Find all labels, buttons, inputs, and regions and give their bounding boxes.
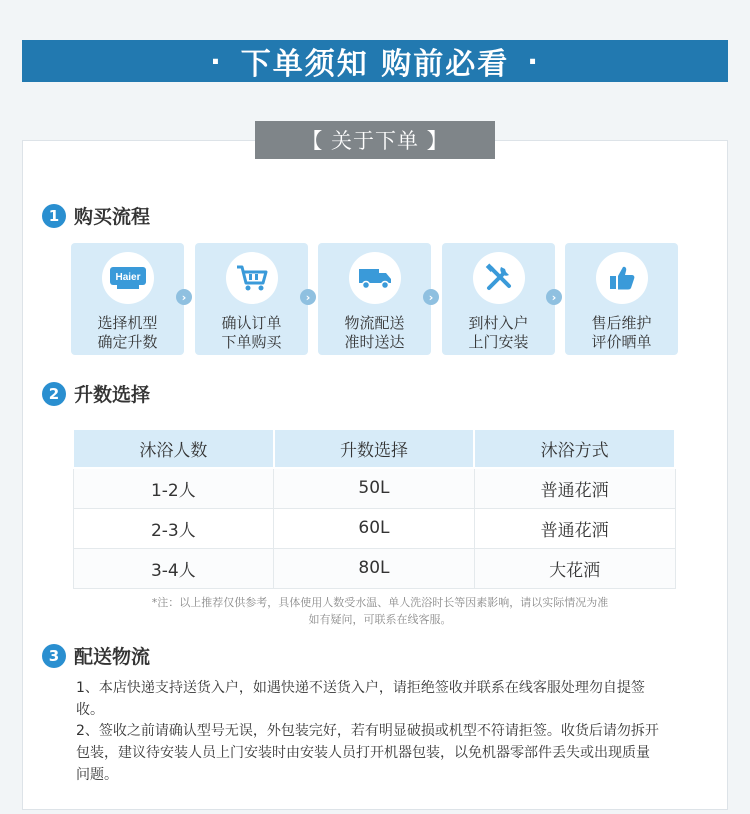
- table-cell: 80L: [274, 548, 475, 588]
- step-confirm-order: [195, 243, 308, 355]
- step-select-model: [71, 243, 184, 355]
- banner-dot-right: ·: [527, 44, 540, 78]
- section-number-2: 2: [42, 382, 66, 406]
- step-label-line1: 物流配送: [344, 314, 405, 332]
- step-label-line1: 选择机型: [97, 314, 158, 332]
- section-title-capacity: [42, 380, 150, 407]
- process-steps: [71, 243, 678, 356]
- table-header: 沐浴方式: [474, 429, 675, 468]
- step-label-line1: 确认订单: [221, 314, 282, 332]
- shopping-cart-icon: [226, 252, 278, 304]
- step-label-line2: 确定升数: [97, 333, 158, 351]
- note-line1: *注：以上推荐仅供参考，具体使用人数受水温、单人洗浴时长等因素影响，请以实际情况为准: [151, 596, 609, 609]
- table-cell: 50L: [274, 468, 475, 508]
- top-banner: [22, 40, 728, 82]
- section-title-purchase-process: [42, 202, 150, 229]
- step-label-line2: 上门安装: [468, 333, 529, 351]
- delivery-truck-icon: [349, 252, 401, 304]
- section-number-1: 1: [42, 204, 66, 228]
- note-line2: 如有疑问，可联系在线客服。: [308, 613, 452, 626]
- section-title-text: 购买流程: [74, 206, 151, 228]
- step-label-line2: 下单购买: [221, 333, 282, 351]
- haier-logo-icon: [102, 252, 154, 304]
- svg-text:Haier: Haier: [114, 272, 141, 283]
- table-cell: 2-3人: [73, 508, 274, 548]
- chevron-right-icon: ›: [423, 289, 439, 305]
- table-cell: 3-4人: [73, 548, 274, 588]
- table-cell: 普通花洒: [474, 468, 675, 508]
- step-after-sales: [565, 243, 678, 355]
- banner-dot-left: ·: [210, 44, 223, 78]
- capacity-table: [72, 428, 676, 589]
- section-title-text: 升数选择: [74, 384, 151, 406]
- section-number-3: 3: [42, 644, 66, 668]
- section-title-text: 配送物流: [74, 646, 151, 668]
- table-row: [73, 468, 675, 508]
- table-cell: 大花洒: [474, 548, 675, 588]
- step-label-line1: 售后维护: [591, 314, 652, 332]
- delivery-paragraph-2: 2、签收之前请确认型号无误，外包装完好，若有明显破损或机型不符请拒签。收货后请勿拆开包装，建议待安装人员上门安装时由安装人员打开机器包装，以免机器零部件丢失或出现质量问题。: [76, 723, 659, 783]
- step-label-line2: 准时送达: [344, 333, 405, 351]
- table-header-row: [73, 429, 675, 468]
- table-cell: 60L: [274, 508, 475, 548]
- section-title-delivery: [42, 642, 150, 669]
- table-header: 沐浴人数: [73, 429, 274, 468]
- chevron-right-icon: ›: [176, 289, 192, 305]
- table-header: 升数选择: [274, 429, 475, 468]
- table-cell: 普通花洒: [474, 508, 675, 548]
- chevron-right-icon: ›: [300, 289, 316, 305]
- step-label-line1: 到村入户: [468, 314, 529, 332]
- chevron-right-icon: ›: [546, 289, 562, 305]
- table-row: [73, 548, 675, 588]
- thumbs-up-icon: [596, 252, 648, 304]
- table-row: [73, 508, 675, 548]
- banner-title: 下单须知 购前必看: [240, 47, 510, 82]
- tools-icon: [473, 252, 525, 304]
- table-cell: 1-2人: [73, 468, 274, 508]
- step-label-line2: 评价晒单: [591, 333, 652, 351]
- table-note: [100, 594, 660, 628]
- step-logistics: [318, 243, 431, 355]
- delivery-paragraph-1: 1、本店快递支持送货入户，如遇快递不送货入户，请拒绝签收并联系在线客服处理勿自提签收。: [76, 680, 645, 718]
- section-tag: 【 关于下单 】: [255, 121, 495, 159]
- step-installation: [442, 243, 555, 355]
